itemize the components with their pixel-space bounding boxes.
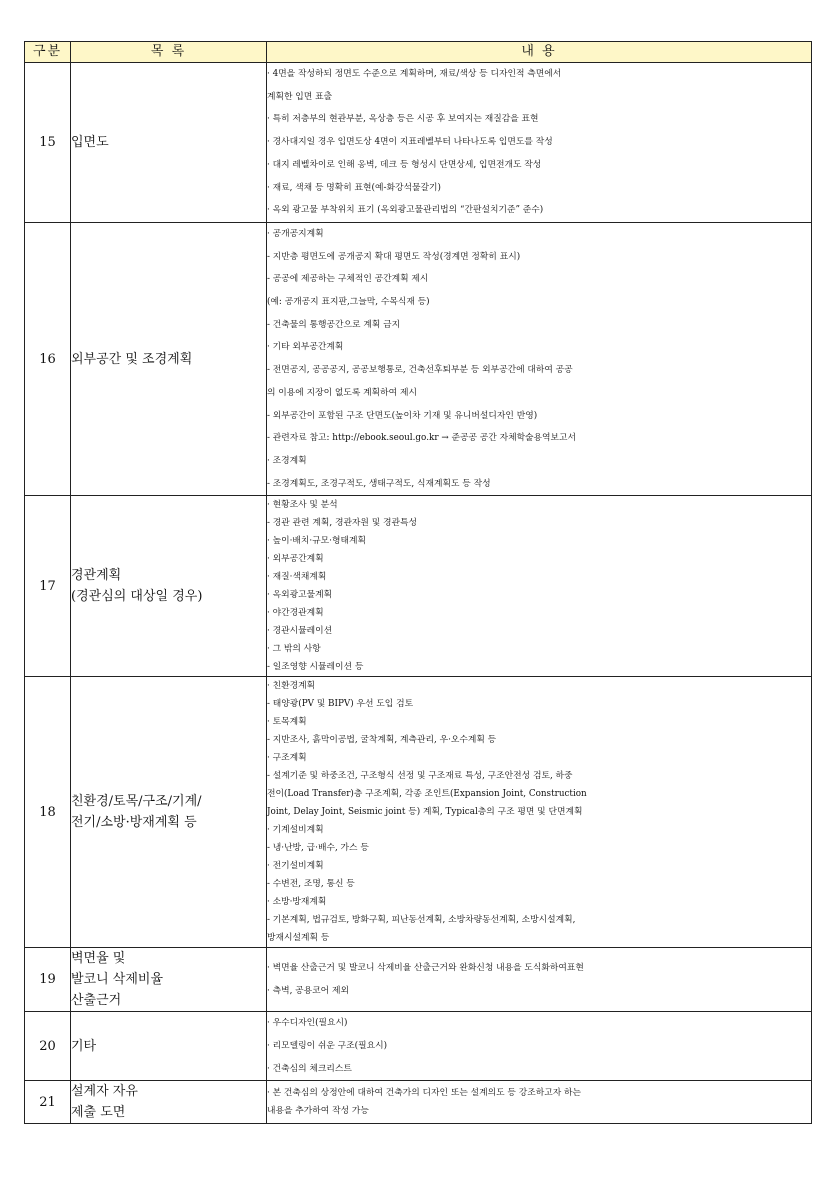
content-line: - 설계기준 및 하중조건, 구조형식 선정 및 구조재료 특성, 구조안전성 검토, 하중	[267, 771, 573, 782]
row-number: 15	[25, 63, 71, 223]
content-line: - 수변전, 조명, 통신 등	[267, 879, 355, 890]
row-content	[267, 496, 812, 677]
content-line: · 공개공지계획	[267, 228, 324, 239]
content-line: · 벽면율 산출근거 및 발코니 삭제비율 산출근거와 완화신청 내용을 도식화하여표현	[267, 963, 584, 974]
table-row-19	[25, 948, 812, 1012]
content-line: (예: 공개공지 표지판,그늘막, 수목식재 등)	[267, 297, 430, 308]
content-line: · 우수디자인(필요시)	[267, 1018, 348, 1029]
content-line: · 기계설비계획	[267, 825, 324, 836]
content-line: - 관련자료 참고: http://ebook.seoul.go.kr → 준공공 공간 자체학술용역보고서	[267, 433, 577, 444]
content-line: · 그 밖의 사항	[267, 644, 321, 655]
table-row-20	[25, 1012, 812, 1081]
row-title-line: 외부공간 및 조경계획	[71, 351, 193, 367]
row-content	[267, 1081, 812, 1124]
row-content	[267, 1012, 812, 1081]
row-title	[71, 948, 267, 1012]
content-line: · 현황조사 및 분석	[267, 500, 338, 511]
row-title-line: 발코니 삭제비율	[71, 972, 164, 988]
content-line: - 건축물의 통행공간으로 계획 금지	[267, 319, 401, 330]
content-line: - 일조영향 시뮬레이션 등	[267, 662, 364, 673]
content-line: · 경사대지일 경우 입면도상 4면이 지표레벨부터 나타나도록 입면도를 작성	[267, 137, 553, 148]
content-line: · 경관시뮬레이션	[267, 626, 333, 637]
content-line: 전이(Load Transfer)층 구조계획, 각종 조인트(Expansion Joint, Construction	[267, 789, 587, 800]
content-line: 의 이용에 지장이 없도록 계획하여 제시	[267, 387, 417, 398]
content-line: - 공공에 제공하는 구체적인 공간계획 제시	[267, 274, 429, 285]
content-line: · 외부공간계획	[267, 554, 324, 565]
content-line: · 친환경계획	[267, 681, 316, 692]
row-number: 21	[25, 1081, 71, 1124]
header-no: 구분	[25, 42, 71, 63]
row-title-line: 벽면율 및	[71, 951, 126, 967]
content-line: · 특히 저층부의 현관부분, 옥상층 등은 시공 후 보여지는 재질감을 표현	[267, 114, 539, 125]
content-line: - 조경계획도, 조경구적도, 생태구적도, 식재계획도 등 작성	[267, 478, 491, 489]
row-title-line: 제출 도면	[71, 1105, 126, 1121]
row-title	[71, 1081, 267, 1124]
row-content	[267, 63, 812, 223]
content-line: · 조경계획	[267, 455, 307, 466]
content-line: · 측벽, 공용코어 제외	[267, 985, 349, 996]
row-title-line: 설계자 자유	[71, 1084, 138, 1100]
content-line: - 외부공간이 포함된 구조 단면도(높이차 기재 및 유니버설디자인 반영)	[267, 410, 538, 421]
table-row-16	[25, 222, 812, 495]
table-row-18	[25, 677, 812, 948]
row-title	[71, 1012, 267, 1081]
header-item: 목 록	[71, 42, 267, 63]
content-line: - 지반층 평면도에 공개공지 확대 평면도 작성(경계면 정확히 표시)	[267, 251, 521, 262]
header-content: 내 용	[267, 42, 812, 63]
row-title	[71, 677, 267, 948]
content-line: 계획한 입면 표출	[267, 91, 333, 102]
row-title	[71, 222, 267, 495]
content-line: · 옥외광고물계획	[267, 590, 333, 601]
content-line: - 지반조사, 흙막이공법, 굴착계획, 계측관리, 우·오수계획 등	[267, 735, 497, 746]
row-title-line: 경관계획	[71, 568, 122, 584]
table-row-21	[25, 1081, 812, 1124]
content-line: · 토목계획	[267, 717, 307, 728]
row-title-line: 기타	[71, 1038, 97, 1054]
content-line: - 경관 관련 계획, 경관자원 및 경관특성	[267, 518, 418, 529]
table-row-15	[25, 63, 812, 223]
row-content	[267, 222, 812, 495]
content-line: · 구조계획	[267, 753, 307, 764]
row-number: 20	[25, 1012, 71, 1081]
content-line: · 소방·방재계획	[267, 897, 327, 908]
content-line: · 4면을 작성하되 정면도 수준으로 계획하며, 재료/색상 등 디자인적 측면에서	[267, 69, 562, 79]
content-line: - 냉·난방, 급·배수, 가스 등	[267, 843, 369, 854]
row-title-line: 친환경/토목/구조/기계/	[71, 794, 202, 810]
row-title-line: 입면도	[71, 134, 109, 150]
content-line: · 본 건축심의 상정안에 대하여 건축가의 디자인 또는 설계의도 등 강조하고자 하는	[267, 1088, 581, 1099]
row-title	[71, 63, 267, 223]
row-title-line: 산출근거	[71, 993, 122, 1009]
row-content	[267, 948, 812, 1012]
content-line: · 옥외 광고물 부착위치 표기 (옥외광고물관리법의 “간판설치기준” 준수)	[267, 205, 544, 216]
content-line: 방재시설계획 등	[267, 933, 330, 944]
row-number: 16	[25, 222, 71, 495]
row-number: 18	[25, 677, 71, 948]
content-line: - 기본계획, 법규검토, 방화구획, 피난동선계획, 소방차량동선계획, 소방시설계획,	[267, 915, 576, 926]
row-number: 19	[25, 948, 71, 1012]
row-content	[267, 677, 812, 948]
content-line: · 재질·색채계획	[267, 572, 327, 583]
content-line: · 전기설비계획	[267, 861, 324, 872]
content-line: - 전면공지, 공공공지, 공공보행통로, 건축선후퇴부분 등 외부공간에 대하여 공공	[267, 365, 573, 376]
content-line: · 재료, 색채 등 명확히 표현(예-화강석물갈기)	[267, 182, 441, 193]
content-line: · 기타 외부공간계획	[267, 342, 344, 353]
review-items-table	[24, 41, 812, 1124]
content-line: Joint, Delay Joint, Seismic joint 등) 계획, Typical층의 구조 평면 및 단면계획	[267, 807, 583, 818]
content-line: · 높이·배치·규모·형태계획	[267, 536, 366, 547]
content-line: - 태양광(PV 및 BIPV) 우선 도입 검토	[267, 699, 414, 710]
content-line: · 건축심의 체크리스트	[267, 1063, 352, 1074]
content-line: · 야간경관계획	[267, 608, 324, 619]
row-number: 17	[25, 496, 71, 677]
row-title-line: 전기/소방·방재계획 등	[71, 815, 197, 831]
table-row-17	[25, 496, 812, 677]
table-header-row	[25, 42, 812, 63]
row-title	[71, 496, 267, 677]
content-line: · 리모델링이 쉬운 구조(필요시)	[267, 1041, 388, 1052]
content-line: 내용을 추가하여 작성 가능	[267, 1106, 369, 1117]
row-title-line: (경관심의 대상일 경우)	[71, 589, 203, 605]
content-line: · 대지 레벨차이로 인해 옹벽, 데크 등 형성시 단면상세, 입면전개도 작성	[267, 159, 542, 170]
